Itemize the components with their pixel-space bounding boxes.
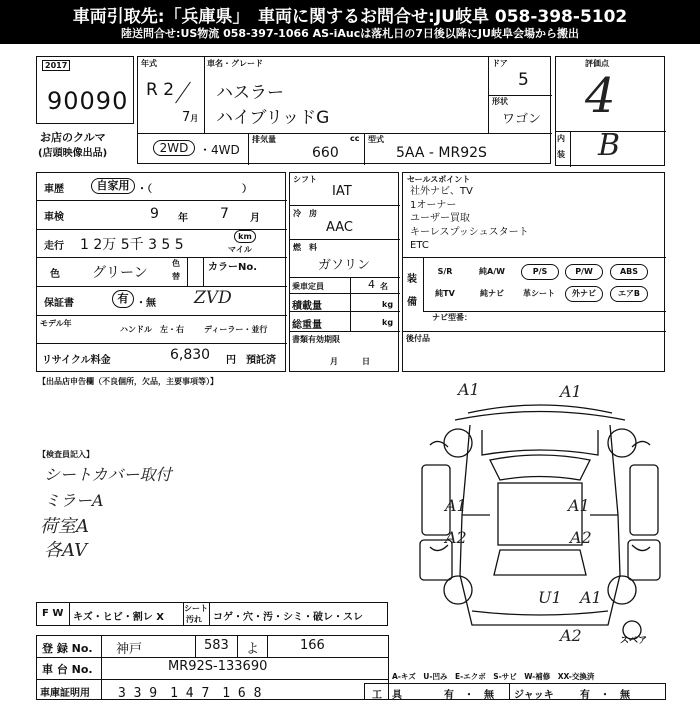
mileage-label: 走行 bbox=[44, 241, 64, 252]
drive-4wd: ・4WD bbox=[199, 143, 240, 157]
car-damage-diagram bbox=[400, 375, 700, 645]
color-no-label: カラーNo. bbox=[208, 262, 258, 273]
fw-items: キズ・ヒビ・割レ X bbox=[73, 612, 164, 623]
warranty-label: 保証書 bbox=[44, 298, 74, 309]
navi-model-label: ナビ型番： bbox=[432, 313, 472, 322]
equip-leather: 革シート bbox=[523, 289, 555, 298]
capacity-label: 乗車定員 bbox=[292, 282, 324, 291]
cc-label: cc bbox=[350, 134, 360, 143]
reg-class: 583 bbox=[204, 638, 229, 653]
name-label: 車名・グレード bbox=[207, 59, 263, 68]
warranty-rest: ・無 bbox=[136, 298, 156, 309]
shape-label: 形状 bbox=[492, 97, 508, 106]
after-market-label: 後付品 bbox=[406, 334, 430, 343]
sales-label: セールスポイント bbox=[407, 175, 471, 184]
color-change-2: 替 bbox=[172, 272, 180, 281]
month: 7月 bbox=[182, 110, 199, 125]
door-count: 5 bbox=[518, 70, 529, 90]
model: 5AA - MR92S bbox=[396, 145, 487, 161]
damage-mark: A1 bbox=[580, 588, 602, 607]
usage-circled: 自家用 bbox=[91, 178, 135, 194]
color-change-1: 色 bbox=[172, 259, 180, 268]
shape: ワゴン bbox=[502, 112, 542, 127]
equip-tv: 純TV bbox=[435, 289, 455, 298]
inspector-note: 各AV bbox=[44, 540, 88, 561]
inspector-label: 【検査員記入】 bbox=[38, 450, 94, 459]
damage-mark: A2 bbox=[445, 528, 467, 547]
year-label: 年式 bbox=[141, 59, 157, 68]
inspector-note: ミラーA bbox=[44, 491, 104, 510]
capacity: 4 bbox=[368, 278, 375, 291]
color-label: 色 bbox=[50, 269, 60, 280]
inspection-month-unit: 月 bbox=[250, 213, 260, 224]
header-title: 車両引取先:「兵庫県」 車両に関するお問合せ:JU岐阜 058-398-5102 bbox=[72, 7, 628, 27]
usage-rest: ・（ ） bbox=[137, 184, 252, 195]
sales-item: キーレスプッシュスタート bbox=[410, 226, 529, 238]
cert-label: 車庫証明用 bbox=[40, 688, 90, 699]
equipment-label-2: 備 bbox=[407, 297, 417, 308]
inspection-label: 車検 bbox=[44, 212, 64, 223]
equip-ps-circled: P/S bbox=[521, 264, 559, 280]
capacity-unit: 名 bbox=[380, 282, 388, 291]
ac: AAC bbox=[326, 220, 353, 235]
color: グリーン bbox=[92, 265, 148, 281]
reg-number: 166 bbox=[300, 638, 325, 653]
drive-2wd-circled: 2WD bbox=[153, 140, 195, 156]
fw-label: F W bbox=[42, 608, 64, 619]
header-bar bbox=[0, 0, 700, 44]
door-label: ドア bbox=[492, 59, 508, 68]
recycle-unit: 円 預託済 bbox=[226, 355, 276, 366]
km-circled: km bbox=[234, 230, 256, 243]
seat-items: コゲ・穴・汚・シミ・破レ・スレ bbox=[213, 612, 363, 623]
sales-item: ユーザー買取 bbox=[410, 213, 470, 224]
interior-label-2: 装 bbox=[557, 150, 565, 159]
recycle-value: 6,830 bbox=[170, 347, 211, 363]
score-label: 評価点 bbox=[585, 59, 609, 68]
handle-label: ハンドル 左・右 bbox=[120, 325, 184, 334]
tools-label: 工 具 bbox=[372, 690, 402, 701]
sales-list bbox=[410, 185, 529, 253]
damage-mark: A1 bbox=[568, 496, 590, 515]
inspector-note: 荷室A bbox=[40, 516, 89, 537]
tools-value: 有 ・ 無 bbox=[444, 690, 494, 701]
shop-car-label: お店のクルマ bbox=[40, 131, 106, 144]
interior-label-1: 内 bbox=[557, 134, 565, 143]
vehicle-name: ハスラー bbox=[216, 83, 284, 103]
dealer-label: ディーラー・並行 bbox=[204, 325, 268, 334]
seat-label-1: シート bbox=[184, 604, 208, 613]
inspection-month: 7 bbox=[220, 206, 229, 222]
reg-kana: よ bbox=[246, 642, 260, 657]
lot-box bbox=[36, 56, 134, 124]
damage-mark: A2 bbox=[560, 626, 582, 645]
model-year-label: モデル年 bbox=[40, 319, 72, 328]
sales-item: 1オーナー bbox=[410, 199, 457, 211]
ac-label: 冷 房 bbox=[293, 209, 317, 218]
damage-legend: A-キズ U-凹み E-エクボ S-サビ W-補修 XX-交換済 bbox=[392, 672, 595, 681]
shop-car-sublabel: (店頭映像出品) bbox=[38, 148, 108, 159]
model-label: 型式 bbox=[368, 135, 384, 144]
equip-ext-navi-circled: 外ナビ bbox=[565, 286, 603, 302]
recycle-label: リサイクル料金 bbox=[42, 355, 111, 366]
displacement: 660 bbox=[312, 145, 339, 161]
fuel-label: 燃 料 bbox=[293, 243, 317, 252]
chassis-label: 車 台 No. bbox=[42, 663, 93, 676]
load-label: 積載量 bbox=[292, 301, 322, 312]
store-notes-label: 【出品店申告欄（不良個所，欠品，主要事項等）】 bbox=[38, 377, 218, 386]
chassis-number: MR92S-133690 bbox=[168, 659, 268, 674]
year-tag: 2017 bbox=[42, 60, 70, 71]
score-value: 4 bbox=[585, 68, 616, 124]
record-unit: 月 日 bbox=[330, 357, 370, 366]
vehicle-grade: ハイブリッドG bbox=[216, 108, 330, 128]
shift-label: シフト bbox=[293, 175, 317, 184]
equipment-label-1: 装 bbox=[407, 274, 417, 285]
jack-value: 有 ・ 無 bbox=[580, 690, 630, 701]
shift: IAT bbox=[332, 184, 352, 199]
fuel: ガソリン bbox=[318, 258, 371, 273]
damage-mark: A1 bbox=[560, 382, 582, 401]
weight-kg: kg bbox=[382, 318, 394, 327]
usage-label: 車歴 bbox=[44, 184, 64, 195]
jack-label: ジャッキ bbox=[514, 690, 554, 701]
reg-area: 神戸 bbox=[116, 642, 143, 657]
warranty-circled: 有 bbox=[112, 290, 134, 308]
reg-no-label: 登 録 No. bbox=[42, 642, 93, 655]
equip-airbag-circled: エアB bbox=[610, 286, 648, 302]
inspector-note: シートカバー取付 bbox=[44, 465, 172, 484]
lot-number: 90090 bbox=[47, 87, 129, 115]
equip-sr: S/R bbox=[437, 267, 453, 276]
damage-mark: U1 bbox=[538, 588, 562, 607]
warranty-note: ZVD bbox=[194, 288, 232, 308]
mileage: 1 2万 5千 3 5 5 bbox=[80, 237, 184, 253]
damage-mark: A1 bbox=[458, 380, 480, 399]
interior-value: B bbox=[598, 128, 621, 163]
equip-alloy: 純A/W bbox=[479, 267, 505, 276]
equip-pw-circled: P/W bbox=[565, 264, 603, 280]
cert-digits: 3 3 9 1 4 7 1 6 8 bbox=[118, 686, 262, 701]
equip-navi: 純ナビ bbox=[480, 289, 504, 298]
damage-mark: A1 bbox=[445, 496, 467, 515]
spare-label: スペア bbox=[620, 636, 648, 645]
header-subtitle: 陸送問合せ:US物流 058-397-1066 AS-iAucは落札日の7日後以降にJU岐阜会場から搬出 bbox=[121, 27, 579, 40]
sales-item: ETC bbox=[410, 240, 429, 251]
inspection-year: 9 bbox=[150, 206, 159, 222]
displacement-label: 排気量 bbox=[252, 135, 276, 144]
load-kg: kg bbox=[382, 300, 394, 309]
inspection-year-unit: 年 bbox=[178, 213, 188, 224]
damage-mark: A2 bbox=[570, 528, 592, 547]
mile-label: マイル bbox=[228, 245, 252, 254]
equip-abs-circled: ABS bbox=[610, 264, 648, 280]
weight-label: 総重量 bbox=[292, 320, 322, 331]
era: R 2 bbox=[146, 80, 175, 100]
record-label: 書類有効期限 bbox=[292, 335, 340, 344]
seat-label-2: 汚れ bbox=[186, 615, 202, 624]
sales-item: 社外ナビ、TV bbox=[410, 186, 473, 197]
